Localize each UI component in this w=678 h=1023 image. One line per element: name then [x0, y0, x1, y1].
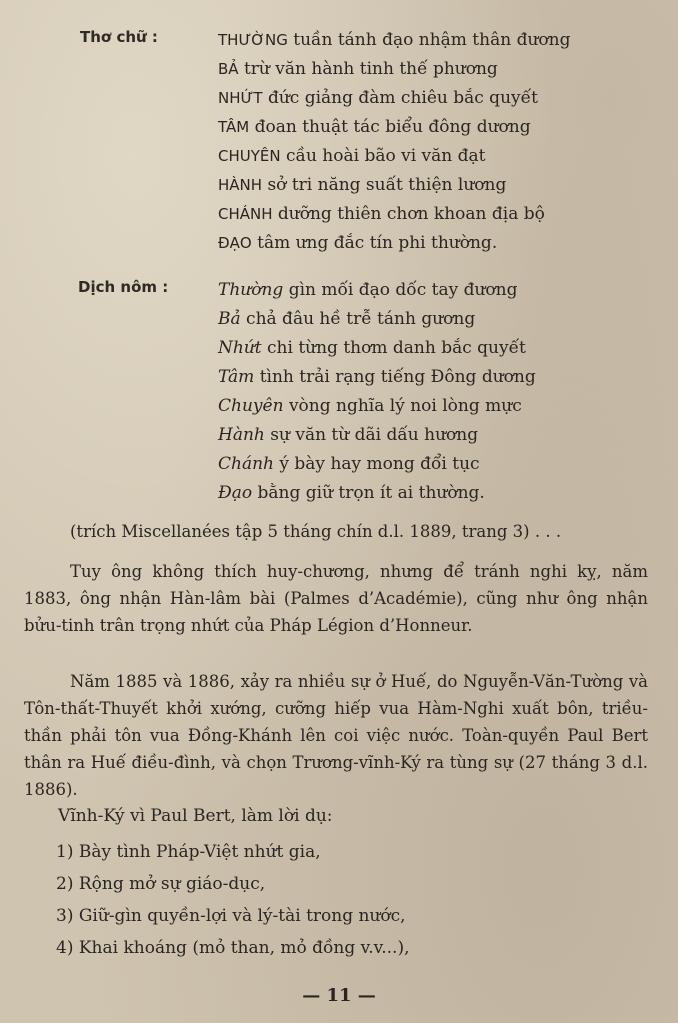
verse-original-line-5: CHUYÊN cầu hoài bão vi văn đạt: [218, 146, 486, 166]
verse-translation-line-1: Thường gìn mối đạo dốc tay đương: [218, 280, 518, 300]
verse-translation-line-2: Bả chả đâu hề trễ tánh gương: [218, 309, 476, 329]
verse-original-line-4: TÂM đoan thuật tác biểu đông dương: [218, 117, 531, 137]
page-number: — 11 —: [302, 985, 376, 1006]
citation: (trích Miscellanées tập 5 tháng chín d.l. 1889, trang 3) . . .: [70, 522, 562, 541]
verse-original-line-2: BẢ trừ văn hành tinh thế phương: [218, 59, 498, 79]
verse-original-line-6: HÀNH sở tri năng suất thiện lương: [218, 175, 507, 195]
verse-translation-label: Dịch nôm :: [78, 278, 169, 296]
list-item-4: 4) Khai khoáng (mỏ than, mỏ đồng v.v...),: [56, 938, 410, 958]
list-item-3: 3) Giữ-gìn quyền-lợi và lý-tài trong nước,: [56, 906, 406, 926]
list-item-2: 2) Rộng mở sự giáo-dục,: [56, 874, 266, 894]
verse-translation-line-8: Đạo bằng giữ trọn ít ai thường.: [218, 483, 485, 503]
paragraph-1: Tuy ông không thích huy-chương, nhưng để tránh nghi kỵ, năm 1883, ông nhận Hàn-lâm bài (Palmes d’Académie), cũng như ông nhận bửu-tinh trân trọng nhứt của Pháp Légion d’Honneur.: [24, 562, 648, 635]
verse-original-line-1: THƯỜNG tuần tánh đạo nhậm thân đương: [218, 30, 571, 50]
paragraph-2: Năm 1885 và 1886, xảy ra nhiều sự ở Huế, do Nguyễn-Văn-Tường và Tôn-thất-Thuyết khởi xướng, cưỡng hiếp vua Hàm-Nghi xuất bôn, triều-thần phải tôn vua Đồng-Khánh lên coi việc nước. Toàn-quyền Paul Bert thân ra Huế điều-đình, và chọn Trương-vĩnh-Ký ra tùng sự (27 tháng 3 d.l. 1886).: [24, 672, 648, 799]
verse-translation-line-3: Nhứt chi từng thơm danh bắc quyết: [218, 338, 526, 358]
verse-original-label: Thơ chữ :: [80, 28, 158, 46]
verse-original-line-8: ĐẠO tâm ưng đắc tín phi thường.: [218, 233, 498, 253]
list-item-1: 1) Bày tình Pháp-Việt nhứt gia,: [56, 842, 321, 862]
verse-original-line-3: NHỨT đức giảng đàm chiêu bắc quyết: [218, 88, 538, 108]
verse-original-line-7: CHÁNH dưỡng thiên chơn khoan địa bộ: [218, 204, 545, 224]
verse-translation-line-7: Chánh ý bày hay mong đổi tục: [218, 454, 480, 474]
verse-translation-line-5: Chuyên vòng nghĩa lý noi lòng mực: [218, 396, 522, 416]
verse-translation-line-4: Tâm tình trải rạng tiếng Đông dương: [218, 367, 536, 387]
list-intro: Vĩnh-Ký vì Paul Bert, làm lời dụ:: [58, 806, 333, 826]
verse-translation-line-6: Hành sự văn từ dãi dấu hương: [218, 425, 479, 445]
